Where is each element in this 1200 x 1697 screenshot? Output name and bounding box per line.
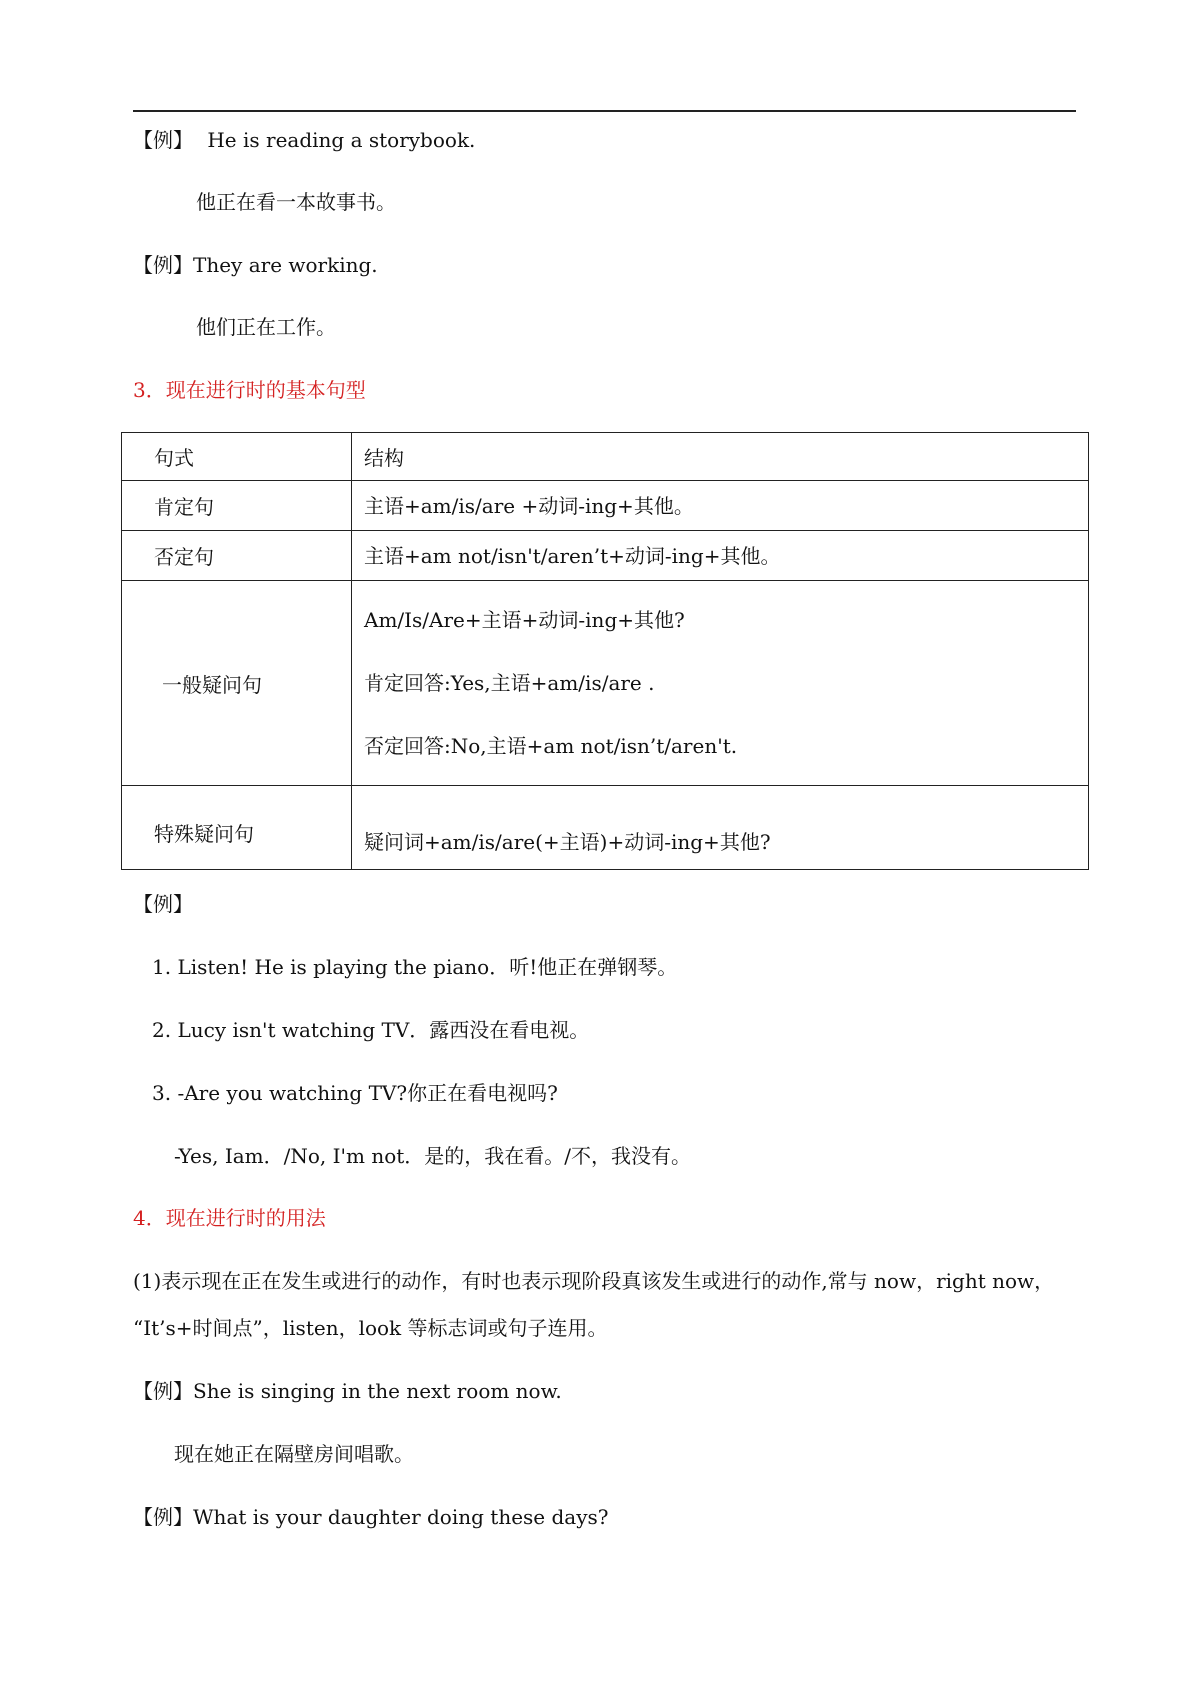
table-row xyxy=(122,481,1089,531)
example-marker: 【例】 xyxy=(133,892,193,916)
structure-line: Am/Is/Are+主语+动词-ing+其他? xyxy=(364,608,685,632)
example-translation: 他们正在工作。 xyxy=(196,315,336,339)
row-type: 特殊疑问句 xyxy=(122,786,352,870)
row-structure xyxy=(352,531,1089,581)
table-row xyxy=(122,531,1089,581)
section-heading: 3．现在进行时的基本句型 xyxy=(133,378,366,402)
list-item: -Yes, Iam．/No, I'm not．是的，我在看。/不，我没有。 xyxy=(174,1144,692,1168)
example-sentence: What is your daughter doing these days? xyxy=(193,1505,609,1529)
table-row xyxy=(122,581,1089,786)
structure-line: 疑问词+am/is/are(+主语)+动词-ing+其他? xyxy=(364,829,771,854)
sentence-pattern-table xyxy=(121,432,1089,870)
row-type: 肯定句 xyxy=(122,481,352,531)
example-sentence: He is reading a storybook. xyxy=(207,128,476,152)
table-header-row xyxy=(122,433,1089,481)
example-marker: 【例】 xyxy=(133,253,193,277)
row-structure xyxy=(352,581,1089,786)
example-translation: 他正在看一本故事书。 xyxy=(196,190,396,214)
paragraph-line: (1)表示现在正在发生或进行的动作，有时也表示现阶段真该发生或进行的动作,常与 now，right now， xyxy=(133,1269,1055,1293)
example-marker: 【例】 xyxy=(133,1505,193,1529)
row-structure xyxy=(352,786,1089,870)
example-line xyxy=(133,1377,562,1405)
table-row xyxy=(122,786,1089,870)
structure-line: 肯定回答:Yes,主语+am/is/are . xyxy=(364,671,655,695)
header-rule xyxy=(133,110,1076,112)
header-cell-pattern: 句式 xyxy=(122,433,352,481)
section-heading: 4．现在进行时的用法 xyxy=(133,1206,326,1230)
row-structure xyxy=(352,481,1089,531)
paragraph-line: “It’s+时间点”，listen，look 等标志词或句子连用。 xyxy=(133,1316,608,1340)
example-translation: 现在她正在隔壁房间唱歌。 xyxy=(174,1442,414,1466)
header-cell-structure: 结构 xyxy=(352,433,1089,481)
structure-line: 主语+am not/isn't/aren’t+动词-ing+其他。 xyxy=(364,543,781,568)
example-line xyxy=(133,126,475,154)
list-item: 3. -Are you watching TV?你正在看电视吗? xyxy=(152,1081,558,1105)
example-line xyxy=(133,1503,609,1531)
list-item: 2. Lucy isn't watching TV．露西没在看电视。 xyxy=(152,1018,590,1042)
example-sentence: They are working. xyxy=(193,253,378,277)
structure-line: 主语+am/is/are +动词-ing+其他。 xyxy=(364,493,694,518)
example-marker: 【例】 xyxy=(133,1379,193,1403)
structure-line: 否定回答:No,主语+am not/isn’t/aren't. xyxy=(364,734,738,758)
list-item: 1. Listen! He is playing the piano．听!他正在弹钢琴。 xyxy=(152,955,678,979)
example-line xyxy=(133,251,378,279)
example-marker: 【例】 xyxy=(133,128,193,152)
row-type: 一般疑问句 xyxy=(122,581,352,786)
example-sentence: She is singing in the next room now. xyxy=(193,1379,562,1403)
row-type: 否定句 xyxy=(122,531,352,581)
